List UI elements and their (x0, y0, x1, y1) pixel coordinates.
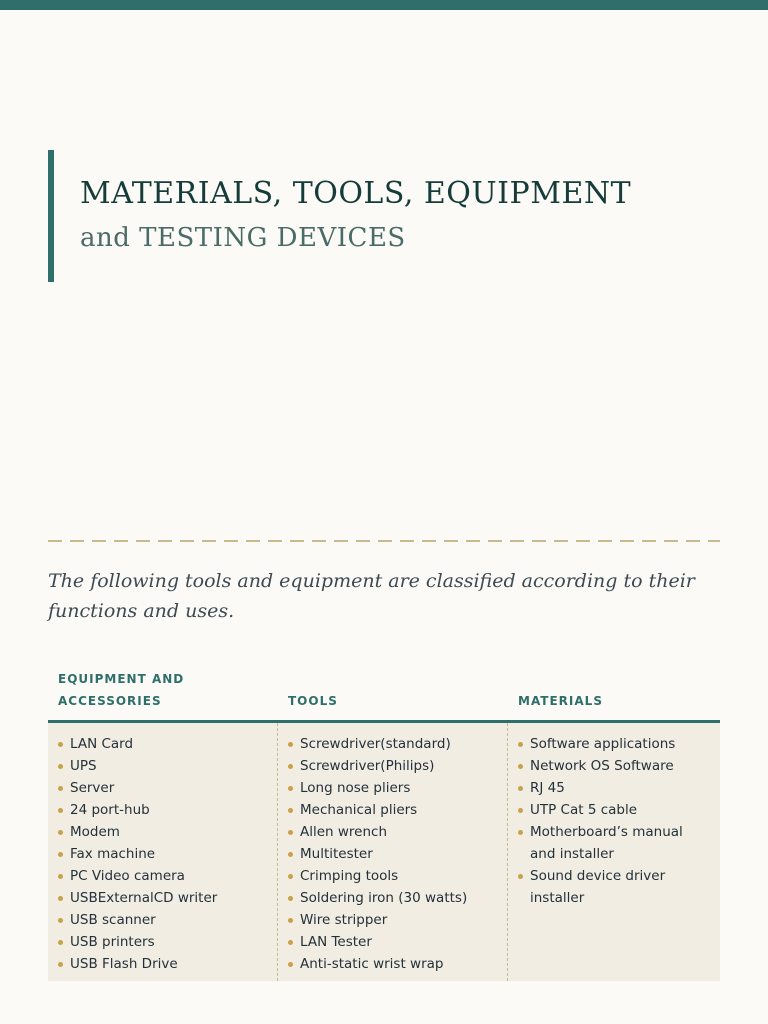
list-item: RJ 45 (518, 777, 710, 799)
list-item: 24 port-hub (58, 799, 267, 821)
classification-table-container (48, 660, 720, 981)
title-line-1: MATERIALS, TOOLS, EQUIPMENT (80, 176, 632, 211)
list-item: Mechanical pliers (288, 799, 497, 821)
list-item: Screwdriver(Philips) (288, 755, 497, 777)
section-divider (48, 540, 720, 542)
list-item: UPS (58, 755, 267, 777)
materials-list (518, 733, 710, 909)
equipment-cell (48, 723, 278, 981)
list-item: Multitester (288, 843, 497, 865)
list-item: Screwdriver(standard) (288, 733, 497, 755)
list-item: LAN Tester (288, 931, 497, 953)
slide-title (48, 150, 720, 282)
tools-cell (278, 723, 508, 981)
list-item: Wire stripper (288, 909, 497, 931)
table-header-row (48, 660, 720, 723)
list-item: Soldering iron (30 watts) (288, 887, 497, 909)
list-item: Motherboard’s manual and installer (518, 821, 710, 865)
list-item: Long nose pliers (288, 777, 497, 799)
list-item: Software applications (518, 733, 710, 755)
table-row (48, 723, 720, 981)
title-line-2: and TESTING DEVICES (80, 223, 406, 253)
intro-paragraph: The following tools and equipment are classified according to their functions and uses. (48, 570, 695, 622)
list-item: Anti-static wrist wrap (288, 953, 497, 975)
list-item: Allen wrench (288, 821, 497, 843)
list-item: USB scanner (58, 909, 267, 931)
list-item: Fax machine (58, 843, 267, 865)
list-item: LAN Card (58, 733, 267, 755)
tools-list (288, 733, 497, 975)
list-item: USBExternalCD writer (58, 887, 267, 909)
header-materials: MATERIALS (508, 660, 720, 723)
list-item: UTP Cat 5 cable (518, 799, 710, 821)
list-item: Server (58, 777, 267, 799)
accent-band (0, 0, 768, 10)
list-item: Sound device driver installer (518, 865, 710, 909)
classification-table (48, 660, 720, 981)
equipment-list (58, 733, 267, 975)
list-item: USB Flash Drive (58, 953, 267, 975)
list-item: PC Video camera (58, 865, 267, 887)
list-item: Modem (58, 821, 267, 843)
list-item: Crimping tools (288, 865, 497, 887)
materials-cell (508, 723, 720, 981)
list-item: Network OS Software (518, 755, 710, 777)
list-item: USB printers (58, 931, 267, 953)
header-equipment: EQUIPMENT AND ACCESSORIES (48, 660, 278, 723)
header-tools: TOOLS (278, 660, 508, 723)
